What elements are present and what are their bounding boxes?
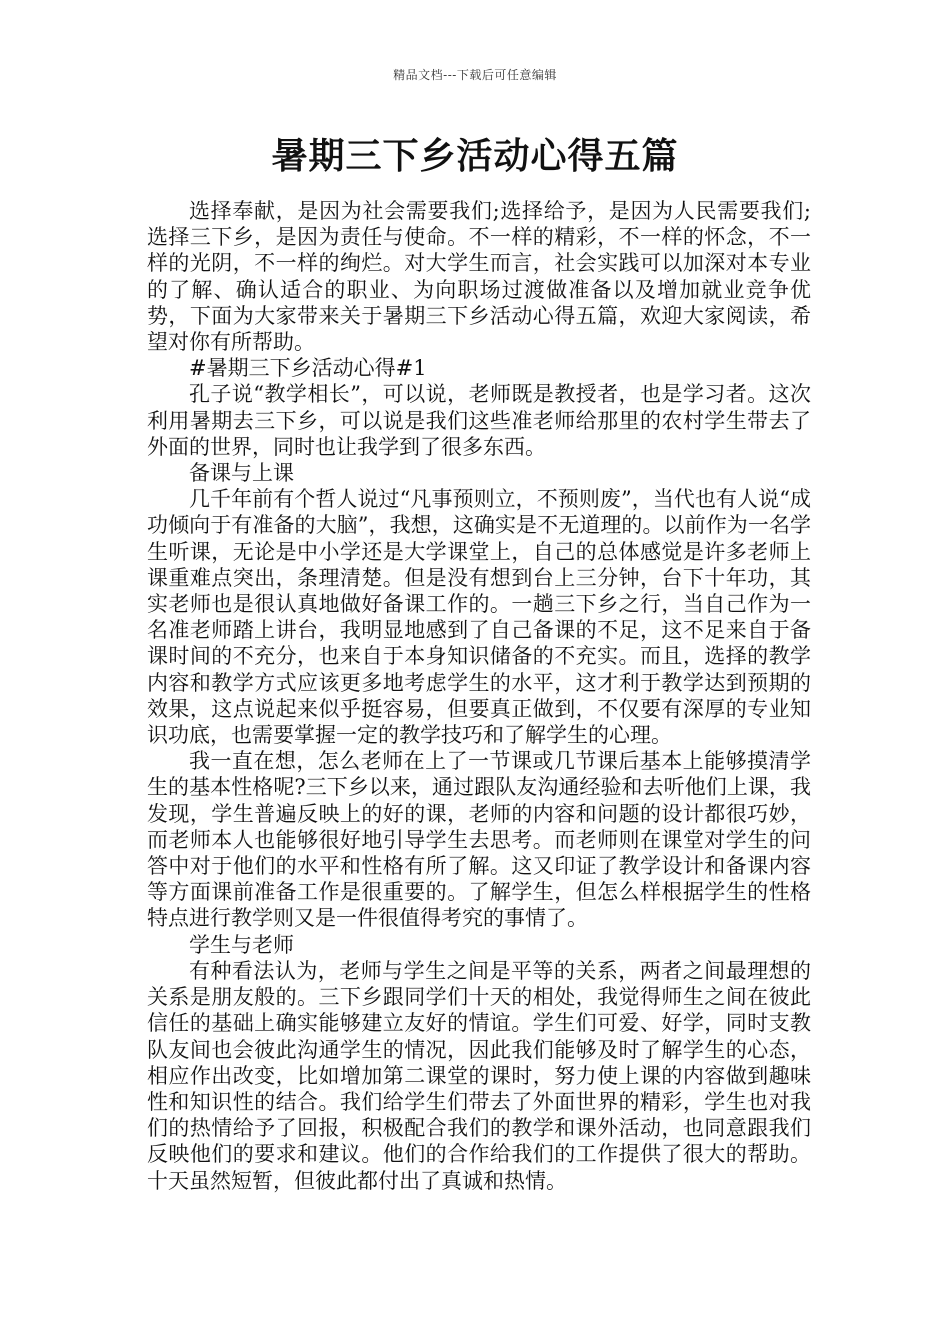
intro-paragraph: 选择奉献，是因为社会需要我们;选择给予，是因为人民需要我们;选择三下乡，是因为责任与使命。不一样的精彩，不一样的怀念，不一样的光阴，不一样的绚烂。对大学生而言，社会实践可以加深对本专业的了解、确认适合的职业、为向职场过渡做准备以及增加就业竞争优势，下面为大家带来关于暑期三下乡活动心得五篇，欢迎大家阅读，希望对你有所帮助。 — [147, 199, 811, 355]
body-paragraph: 有种看法认为，老师与学生之间是平等的关系，两者之间最理想的关系是朋友般的。三下乡跟同学们十天的相处，我觉得师生之间在彼此信任的基础上确实能够建立友好的情谊。学生们可爱、好学，同时支教队友间也会彼此沟通学生的情况，因此我们能够及时了解学生的心态，相应作出改变，比如增加第二课堂的课时，努力使上课的内容做到趣味性和知识性的结合。我们给学生们带去了外面世界的精彩，学生也对我们的热情给予了回报，积极配合我们的教学和课外活动，也同意跟我们反映他们的要求和建议。他们的合作给我们的工作提供了很大的帮助。十天虽然短暂，但彼此都付出了真诚和热情。 — [147, 958, 811, 1193]
subsection-heading: 学生与老师 — [189, 932, 294, 957]
body-paragraph: 几千年前有个哲人说过“凡事预则立，不预则废”，当代也有人说“成功倾向于有准备的大脑”，我想，这确实是不无道理的。以前作为一名学生听课，无论是中小学还是大学课堂上，自己的总体感觉是许多老师上课重难点突出，条理清楚。但是没有想到台上三分钟，台下十年功，其实老师也是很认真地做好备课工作的。一趟三下乡之行，当自己作为一名准老师踏上讲台，我明显地感到了自己备课的不足，这不足来自于备课时间的不充分，也来自于本身知识储备的不充实。而且，选择的教学内容和教学方式应该更多地考虑学生的水平，这才利于教学达到预期的效果，这点说起来似乎挺容易，但要真正做到，不仅要有深厚的专业知识功底，也需要掌握一定的教学技巧和了解学生的心理。 — [147, 487, 811, 748]
body-paragraph: 我一直在想，怎么老师在上了一节课或几节课后基本上能够摸清学生的基本性格呢?三下乡以来，通过跟队友沟通经验和去听他们上课，我发现，学生普遍反映上的好的课，老师的内容和问题的设计都很巧妙，而老师本人也能够很好地引导学生去思考。而老师则在课堂对学生的问答中对于他们的水平和性格有所了解。这又印证了教学设计和备课内容等方面课前准备工作是很重要的。了解学生，但怎么样根据学生的性格特点进行教学则又是一件很值得考究的事情了。 — [147, 749, 811, 931]
document-title: 暑期三下乡活动心得五篇 — [271, 135, 679, 177]
header-note: 精品文档---下载后可任意编辑 — [393, 68, 557, 82]
subsection-heading: 备课与上课 — [189, 461, 294, 486]
section-heading: #暑期三下乡活动心得#1 — [189, 356, 427, 381]
body-paragraph: 孔子说“教学相长”，可以说，老师既是教授者，也是学习者。这次利用暑期去三下乡，可以说是我们这些准老师给那里的农村学生带去了外面的世界，同时也让我学到了很多东西。 — [147, 382, 811, 459]
document-body — [147, 198, 811, 1194]
